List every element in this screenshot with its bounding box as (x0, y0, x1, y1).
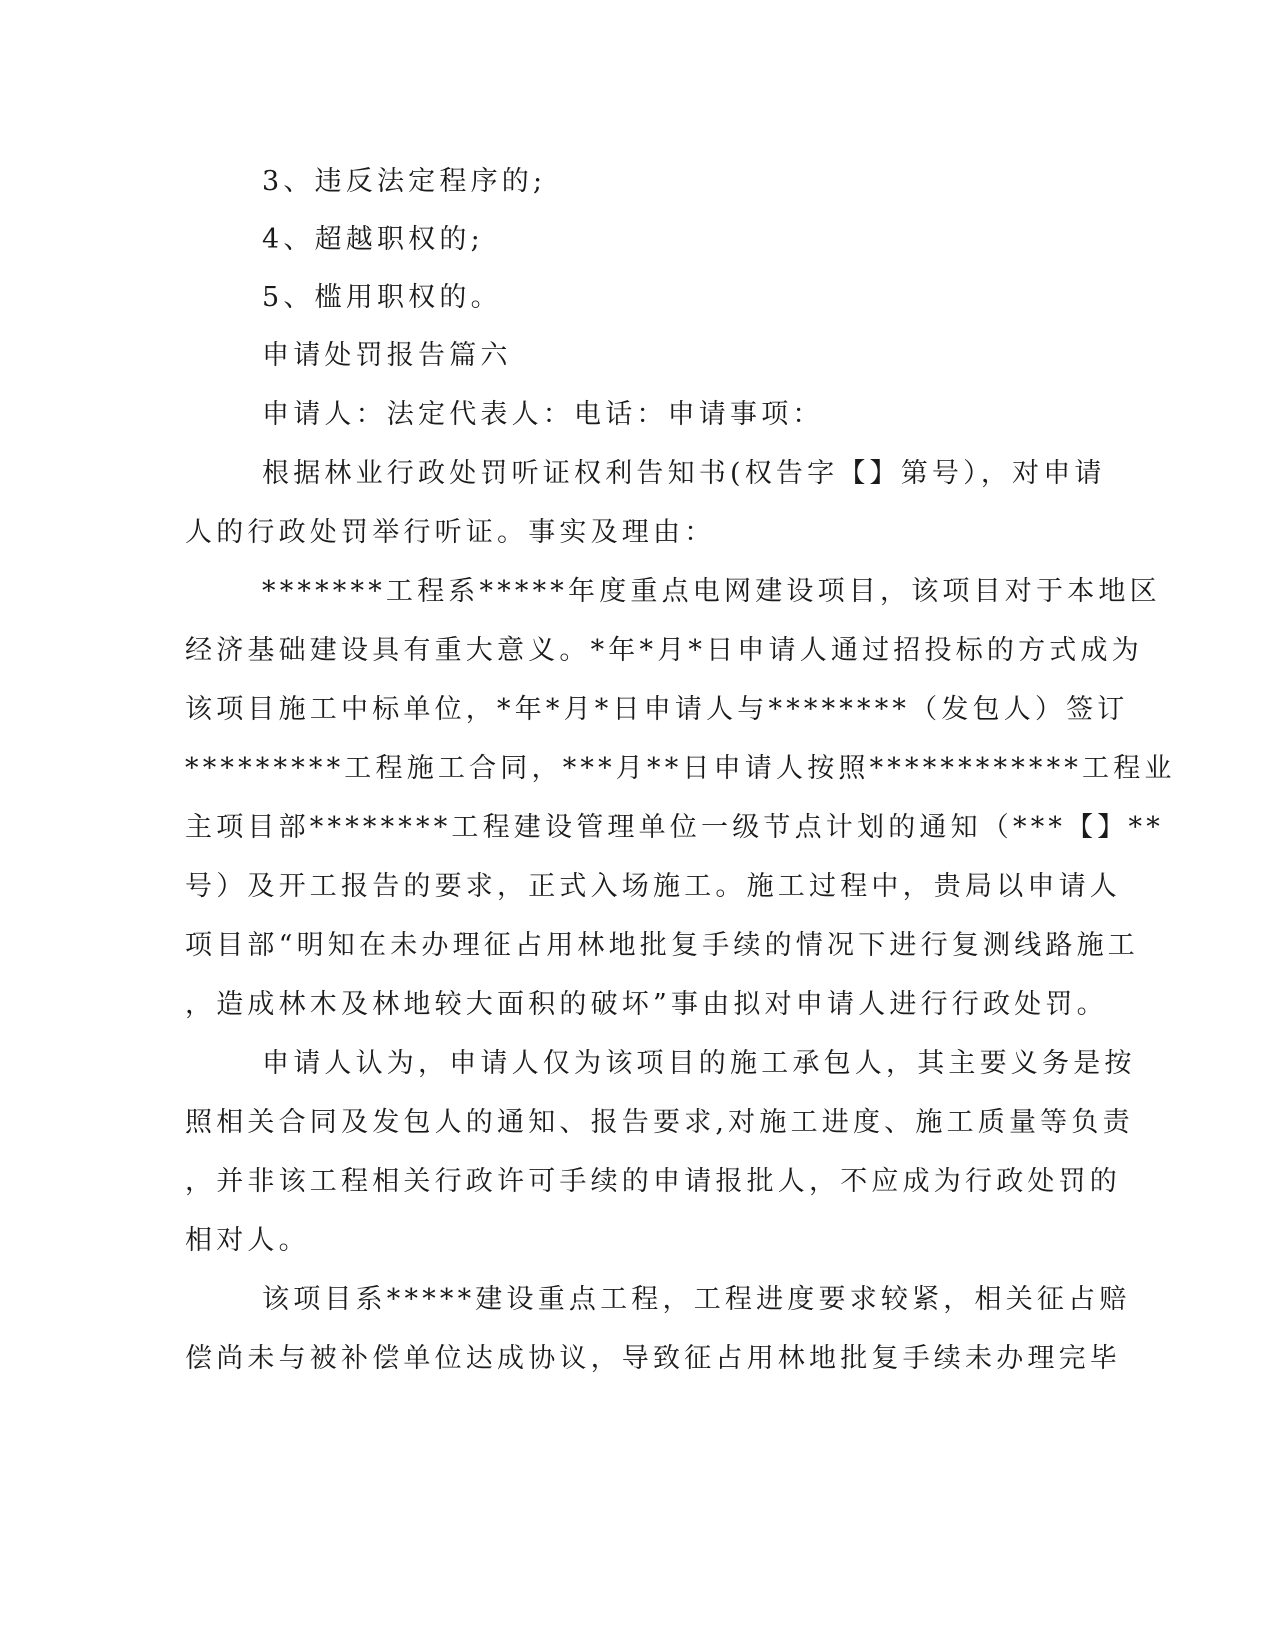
paragraph-line: 相对人。 (185, 1225, 310, 1256)
paragraph-line: 根据林业行政处罚听证权利告知书(权告字【】第号），对申请 (262, 458, 1106, 489)
paragraph-line: 申请人认为，申请人仅为该项目的施工承包人，其主要义务是按 (262, 1048, 1136, 1079)
paragraph-line: 号）及开工报告的要求，正式入场施工。施工过程中，贵局以申请人 (185, 871, 1121, 902)
paragraph-line: 主项目部********工程建设管理单位一级节点计划的通知（***【】** (185, 812, 1164, 843)
paragraph-line: ，并非该工程相关行政许可手续的申请报批人，不应成为行政处罚的 (185, 1166, 1121, 1197)
section-heading: 申请处罚报告篇六 (262, 340, 512, 371)
list-item-3: 3、违反法定程序的; (262, 166, 547, 197)
paragraph-line: 人的行政处罚举行听证。事实及理由： (185, 517, 716, 548)
list-item-4: 4、超越职权的; (262, 224, 484, 255)
paragraph-line: *******工程系*****年度重点电网建设项目，该项目对于本地区 (262, 576, 1161, 607)
paragraph-line: *********工程施工合同，***月**日申请人按照************工程业 (185, 753, 1176, 784)
paragraph-line: 项目部“明知在未办理征占用林地批复手续的情况下进行复测线路施工 (185, 930, 1140, 961)
applicant-info-line: 申请人：法定代表人：电话：申请事项： (262, 399, 824, 430)
paragraph-line: 偿尚未与被补偿单位达成协议，导致征占用林地批复手续未办理完毕 (185, 1343, 1121, 1374)
paragraph-line: 经济基础建设具有重大意义。*年*月*日申请人通过招投标的方式成为 (185, 635, 1143, 666)
paragraph-line: 该项目施工中标单位，*年*月*日申请人与********（发包人）签订 (185, 694, 1129, 725)
paragraph-line: 该项目系*****建设重点工程，工程进度要求较紧，相关征占赔 (262, 1284, 1131, 1315)
list-item-5: 5、槛用职权的。 (262, 282, 502, 313)
paragraph-line: ，造成林木及林地较大面积的破坏”事由拟对申请人进行行政处罚。 (185, 989, 1108, 1020)
paragraph-line: 照相关合同及发包人的通知、报告要求,对施工进度、施工质量等负责 (185, 1107, 1134, 1138)
